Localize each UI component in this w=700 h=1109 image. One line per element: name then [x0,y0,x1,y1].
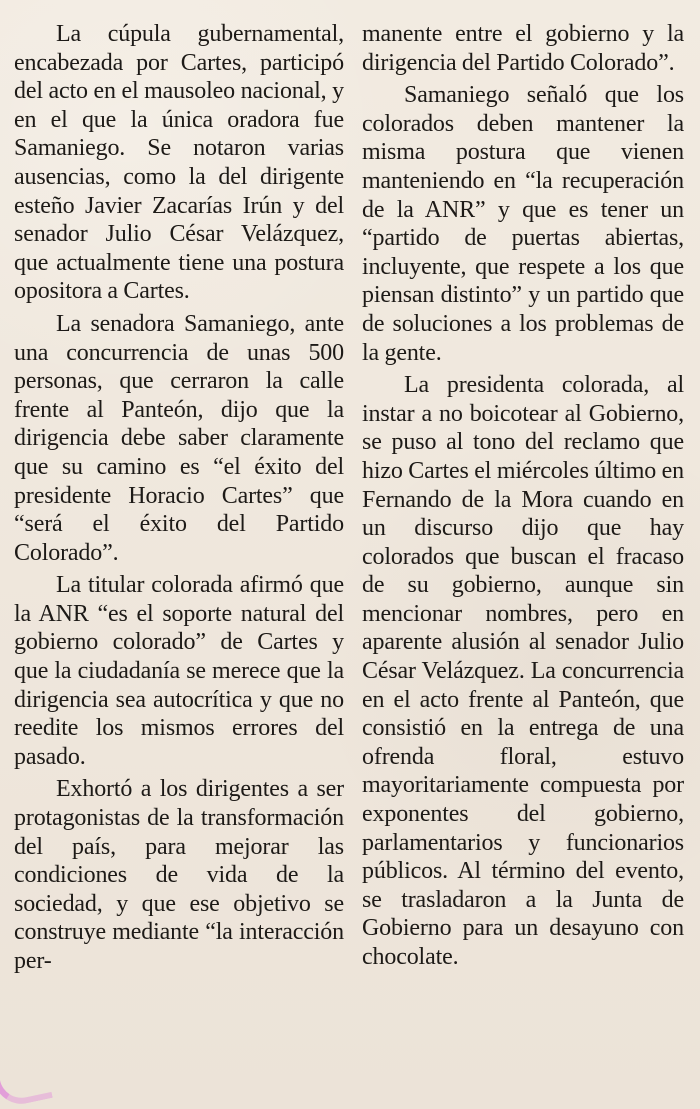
paragraph-left-1: La cúpula gubernamental, encabezada por Cartes, participó del acto en el mausoleo nacional, y en el que la única oradora fue Samaniego. Se notaron varias ausencias, como la del dirigente esteño Javier Zacarías Irún y del senador Julio César Velázquez, que actualmente tiene una postura opositora a Cartes. [14,21,344,305]
paragraph-right-2: Samaniego señaló que los colorados deben mantener la misma postura que vienen manteniendo en “la recuperación de la ANR” y que es tener un “partido de puertas abiertas, incluyente, que respete a los que piensan distinto” y un partido que de soluciones a los problemas de la gente. [362,82,684,366]
paragraph-right-3: La presidenta colorada, al instar a no boicotear al Gobierno, se puso al tono del reclamo que hizo Cartes el miércoles último en Fernando de la Mora cuando en un discurso dijo que hay colorados que buscan el fracaso de su gobierno, aunque sin mencionar nombres, pero en aparente alusión al senador Julio César Velázquez. La concurrencia en el acto frente al Panteón, que consistió en la entrega de una ofrenda floral, estuvo mayoritariamente compuesta por exponentes del gobierno, parlamentarios y funcionarios públicos. Al término del evento, se trasladaron a la Junta de Gobierno para un desayuno con chocolate. [362,372,684,970]
article-column-left [14,20,344,976]
paragraph-left-3: La titular colorada afirmó que la ANR “es el soporte natural del gobierno colorado” de Cartes y que la ciudadanía se merece que la dirigencia sea autocrítica y que no reedite los mismos errores del pasado. [14,572,344,770]
pink-highlighter-mark [0,1045,53,1109]
paragraph-left-2: La senadora Samaniego, ante una concurrencia de unas 500 personas, que cerraron la calle frente al Panteón, dijo que la dirigencia debe saber claramente que su camino es “el éxito del presidente Horacio Cartes” que “será el éxito del Partido Colorado”. [14,310,344,566]
article-column-right [362,20,684,972]
paragraph-left-4: Exhortó a los dirigentes a ser protagonistas de la transformación del país, para mejorar las condiciones de vida de la sociedad, y que ese objetivo se construye mediante “la interacción per- [14,776,344,974]
paragraph-right-1: manente entre el gobierno y la dirigencia del Partido Colorado”. [362,21,684,76]
